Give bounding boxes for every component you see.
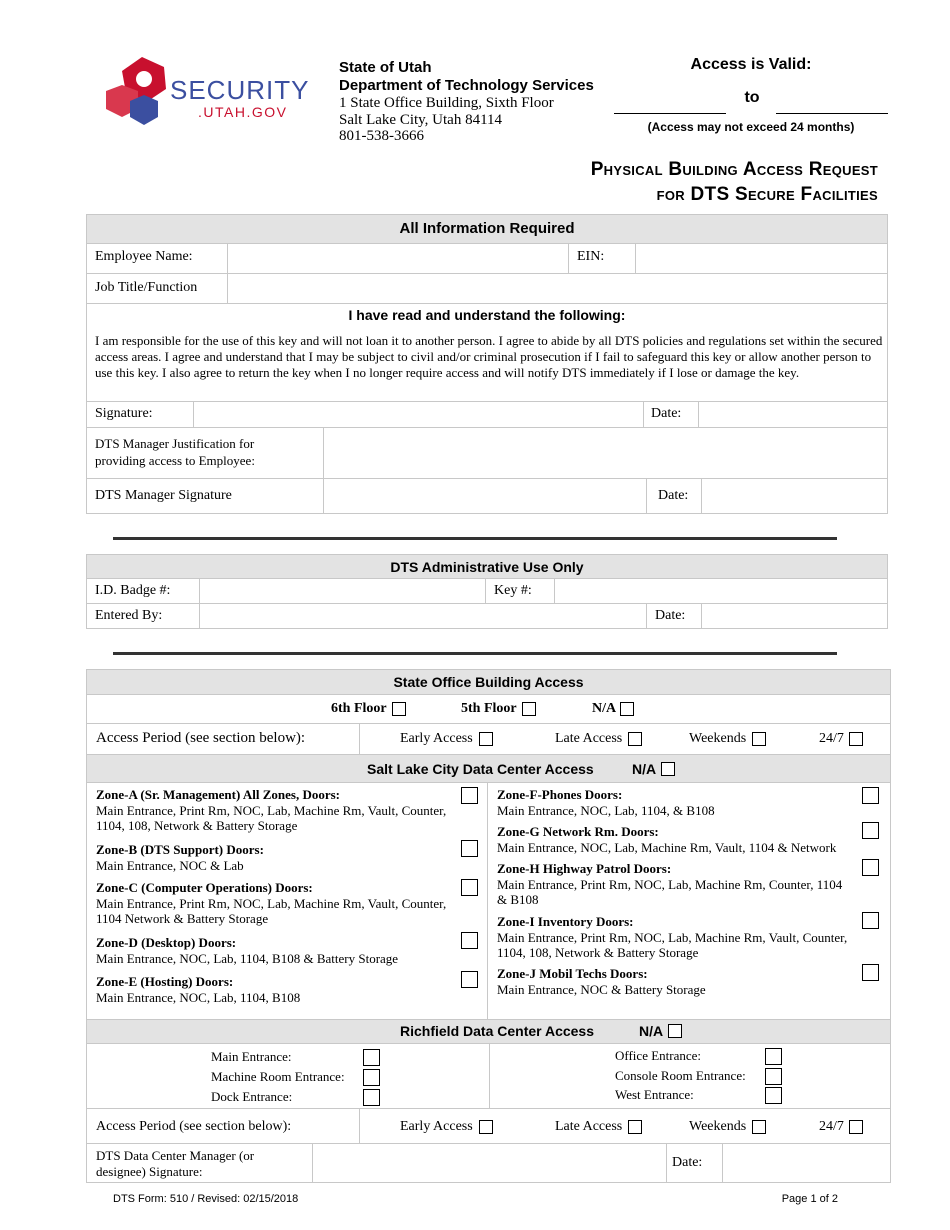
- ack-text: I am responsible for the use of this key and will not loan it to another person. I agree to abide by all DTS policies and regulations set within the secured access areas. I agree and understand that I may be subject to civil and/or criminal prosecution if I fail to safeguard this key or allow another person to use this key. I also agree to return the key when I no longer require access and will notify DTS immediately if I lose or damage the key.: [95, 333, 883, 380]
- address-line-1: 1 State Office Building, Sixth Floor: [339, 95, 554, 111]
- logo: [100, 55, 315, 127]
- to-label: to: [744, 89, 760, 106]
- signature-label: Signature:: [95, 406, 153, 421]
- zone-i-title: Zone-I Inventory Doors:: [497, 914, 634, 929]
- zone-d-title: Zone-D (Desktop) Doors:: [96, 935, 237, 950]
- sob-late-checkbox[interactable]: [628, 732, 642, 746]
- access-note: (Access may not exceed 24 months): [647, 120, 855, 134]
- zone-j-title: Zone-J Mobil Techs Doors:: [497, 966, 648, 981]
- admin-table: [86, 554, 888, 629]
- floor-6-checkbox[interactable]: [392, 702, 406, 716]
- rf-early-checkbox[interactable]: [479, 1120, 493, 1134]
- richfield-na-label: N/A: [639, 1023, 664, 1039]
- rf-date-field[interactable]: [723, 1144, 890, 1182]
- form-id: DTS Form: 510 / Revised: 02/15/2018: [113, 1193, 299, 1205]
- zone-d: [96, 935, 481, 966]
- key-label: Key #:: [494, 583, 532, 598]
- zone-b-doors-1: Main Entrance, NOC & Lab: [96, 857, 244, 873]
- manager-date-field[interactable]: [702, 479, 887, 514]
- sob-early-label: Early Access: [400, 731, 473, 746]
- zone-a-doors-2: 1104, 108, Network & Battery Storage: [96, 818, 298, 833]
- valid-from-line[interactable]: [614, 113, 726, 114]
- rf-machine-room-label: Machine Room Entrance:: [211, 1069, 345, 1084]
- justification-label-2: providing access to Employee:: [95, 453, 255, 468]
- zone-g-checkbox[interactable]: [862, 822, 879, 839]
- justification-label-1: DTS Manager Justification for: [95, 436, 255, 451]
- zone-h-doors-2: & B108: [497, 892, 539, 907]
- logo-word: SECURITY: [170, 75, 310, 105]
- employee-name-field[interactable]: [228, 244, 568, 273]
- signature-field[interactable]: [194, 402, 643, 427]
- rf-main-entrance-label: Main Entrance:: [211, 1049, 292, 1064]
- divider-2: [113, 652, 837, 655]
- rf-date-label: Date:: [672, 1155, 703, 1170]
- zone-f-checkbox[interactable]: [862, 787, 879, 804]
- richfield-header: Richfield Data Center Access: [400, 1023, 594, 1039]
- logo-domain: .UTAH.GOV: [198, 104, 288, 120]
- rf-access-period-label: Access Period (see section below):: [96, 1119, 292, 1134]
- entered-by-label: Entered By:: [95, 608, 163, 623]
- zone-d-doors-1: Main Entrance, NOC, Lab, 1104, B108 & Battery Storage: [96, 950, 399, 966]
- access-table: [86, 669, 891, 1183]
- sob-247-checkbox[interactable]: [849, 732, 863, 746]
- rf-247-checkbox[interactable]: [849, 1120, 863, 1134]
- zone-e-doors-1: Main Entrance, NOC, Lab, 1104, B108: [96, 989, 301, 1005]
- zone-i-checkbox[interactable]: [862, 912, 879, 929]
- zone-a-checkbox[interactable]: [461, 787, 478, 804]
- zone-e-checkbox[interactable]: [461, 971, 478, 988]
- rf-manager-label-1: DTS Data Center Manager (or: [96, 1148, 255, 1163]
- floor-5-checkbox[interactable]: [522, 702, 536, 716]
- employee-name-label: Employee Name:: [95, 249, 193, 264]
- sob-late-label: Late Access: [555, 731, 623, 746]
- rf-west-entrance-label: West Entrance:: [615, 1087, 694, 1102]
- phone: 801-538-3666: [339, 128, 424, 144]
- zone-j: [497, 966, 882, 997]
- address-line-2: Salt Lake City, Utah 84114: [339, 112, 503, 128]
- rf-dock-entrance-label: Dock Entrance:: [211, 1089, 293, 1104]
- dept-name: Department of Technology Services: [339, 77, 594, 94]
- job-title-label: Job Title/Function: [95, 280, 198, 295]
- zone-c-doors-1: Main Entrance, Print Rm, NOC, Lab, Machine Rm, Vault, Counter,: [96, 895, 447, 911]
- admin-date-field[interactable]: [702, 604, 887, 629]
- form-title-line-2: for DTS Secure Facilities: [656, 184, 878, 205]
- zone-c-title: Zone-C (Computer Operations) Doors:: [96, 880, 313, 895]
- rf-late-checkbox[interactable]: [628, 1120, 642, 1134]
- zone-a: [96, 787, 481, 834]
- ack-header: I have read and understand the following:: [348, 307, 626, 323]
- floor-6-label: 6th Floor: [331, 701, 387, 716]
- zone-a-title: Zone-A (Sr. Management) All Zones, Doors:: [96, 787, 340, 802]
- ein-label: EIN:: [577, 249, 605, 264]
- rf-manager-signature-field[interactable]: [313, 1144, 666, 1182]
- zone-h-title: Zone-H Highway Patrol Doors:: [497, 861, 672, 876]
- rf-office-entrance-checkbox[interactable]: [765, 1048, 782, 1065]
- access-valid-label: Access is Valid:: [690, 56, 812, 73]
- zone-c-doors-2: 1104 Network & Battery Storage: [96, 911, 269, 926]
- zone-h: [497, 861, 882, 908]
- zone-e: [96, 974, 481, 1005]
- sob-na-label: N/A: [592, 701, 617, 716]
- section-info-table: [86, 214, 888, 514]
- job-title-field[interactable]: [228, 274, 887, 303]
- org-name: State of Utah: [339, 59, 432, 76]
- justification-field[interactable]: [324, 428, 887, 478]
- sob-header: State Office Building Access: [393, 674, 584, 690]
- ein-field[interactable]: [636, 244, 887, 273]
- rf-console-room-label: Console Room Entrance:: [615, 1068, 746, 1083]
- zone-i: [497, 914, 882, 961]
- rf-dock-entrance-checkbox[interactable]: [363, 1089, 380, 1106]
- manager-signature-label: DTS Manager Signature: [95, 488, 232, 503]
- admin-header: DTS Administrative Use Only: [390, 559, 584, 575]
- zone-g-doors-1: Main Entrance, NOC, Lab, Machine Rm, Vault, 1104 & Network: [497, 839, 837, 855]
- zone-g: [497, 824, 882, 855]
- zone-j-doors-1: Main Entrance, NOC & Battery Storage: [497, 981, 706, 997]
- signature-date-label: Date:: [651, 406, 682, 421]
- admin-date-label: Date:: [655, 608, 686, 623]
- page-number: Page 1 of 2: [781, 1193, 838, 1205]
- zone-d-checkbox[interactable]: [461, 932, 478, 949]
- zone-b-checkbox[interactable]: [461, 840, 478, 857]
- rf-main-entrance-checkbox[interactable]: [363, 1049, 380, 1066]
- sob-weekends-label: Weekends: [689, 731, 747, 746]
- sob-na-checkbox[interactable]: [620, 702, 634, 716]
- divider-1: [113, 537, 837, 540]
- manager-date-label: Date:: [658, 488, 689, 503]
- zone-e-title: Zone-E (Hosting) Doors:: [96, 974, 234, 989]
- badge-label: I.D. Badge #:: [95, 583, 171, 598]
- signature-date-field[interactable]: [699, 402, 887, 427]
- slc-na-label: N/A: [632, 761, 657, 777]
- manager-signature-field[interactable]: [324, 479, 646, 514]
- zone-b-title: Zone-B (DTS Support) Doors:: [96, 842, 264, 857]
- rf-weekends-checkbox[interactable]: [752, 1120, 766, 1134]
- rf-west-entrance-checkbox[interactable]: [765, 1087, 782, 1104]
- zone-b: [96, 842, 481, 873]
- rf-early-label: Early Access: [400, 1119, 473, 1134]
- form-title-line-1: Physical Building Access Request: [590, 159, 878, 180]
- sob-weekends-checkbox[interactable]: [752, 732, 766, 746]
- rf-247-label: 24/7: [819, 1119, 844, 1134]
- key-field[interactable]: [555, 579, 887, 603]
- zone-a-doors-1: Main Entrance, Print Rm, NOC, Lab, Machine Rm, Vault, Counter,: [96, 802, 447, 818]
- zone-f-title: Zone-F-Phones Doors:: [497, 787, 623, 802]
- slc-header: Salt Lake City Data Center Access: [367, 761, 594, 777]
- entered-by-field[interactable]: [200, 604, 646, 629]
- rf-machine-room-checkbox[interactable]: [363, 1069, 380, 1086]
- richfield-na-checkbox[interactable]: [668, 1024, 682, 1038]
- zone-i-doors-1: Main Entrance, Print Rm, NOC, Lab, Machine Rm, Vault, Counter,: [497, 929, 848, 945]
- sob-access-period-label: Access Period (see section below):: [96, 730, 306, 746]
- slc-na-checkbox[interactable]: [661, 762, 675, 776]
- zone-c-checkbox[interactable]: [461, 879, 478, 896]
- rf-console-room-checkbox[interactable]: [765, 1068, 782, 1085]
- zone-g-title: Zone-G Network Rm. Doors:: [497, 824, 659, 839]
- zone-j-checkbox[interactable]: [862, 964, 879, 981]
- zone-f: [497, 787, 882, 818]
- zone-c: [96, 880, 481, 927]
- zone-h-checkbox[interactable]: [862, 859, 879, 876]
- valid-to-line[interactable]: [776, 113, 888, 114]
- zone-h-doors-1: Main Entrance, Print Rm, NOC, Lab, Machine Rm, Counter, 1104: [497, 876, 843, 892]
- zone-i-doors-2: 1104, 108, Network & Battery Storage: [497, 945, 699, 960]
- rf-weekends-label: Weekends: [689, 1119, 747, 1134]
- floor-5-label: 5th Floor: [461, 701, 517, 716]
- info-header: All Information Required: [399, 220, 575, 237]
- zone-f-doors-1: Main Entrance, NOC, Lab, 1104, & B108: [497, 802, 715, 818]
- rf-late-label: Late Access: [555, 1119, 623, 1134]
- rf-manager-label-2: designee) Signature:: [96, 1164, 203, 1179]
- rf-office-entrance-label: Office Entrance:: [615, 1048, 702, 1063]
- badge-field[interactable]: [200, 579, 485, 603]
- sob-247-label: 24/7: [819, 731, 844, 746]
- sob-early-checkbox[interactable]: [479, 732, 493, 746]
